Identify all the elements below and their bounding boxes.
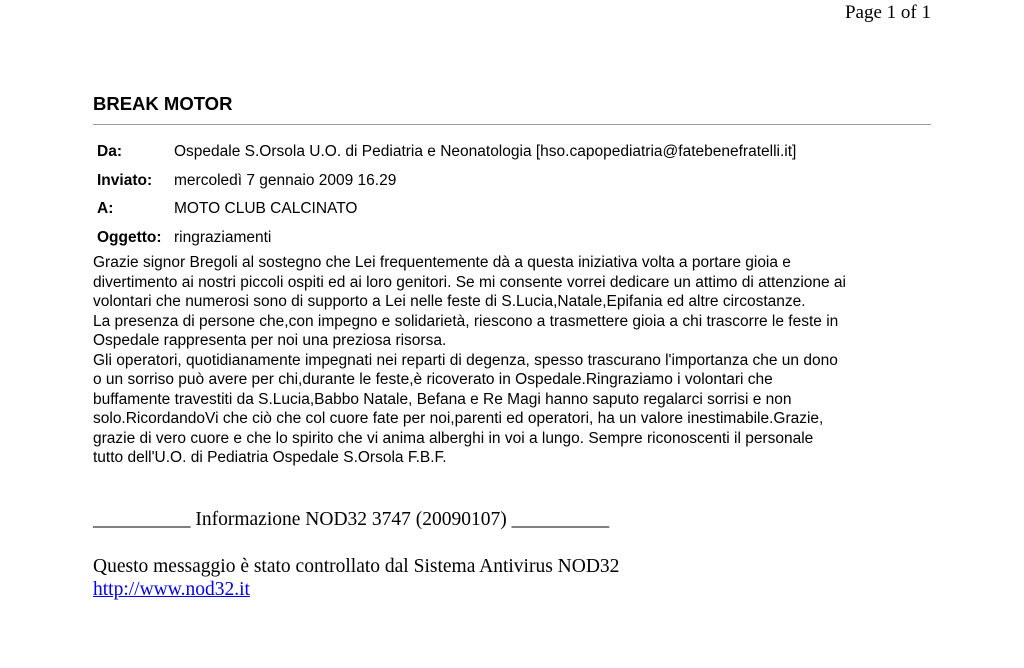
antivirus-message: Questo messaggio è stato controllato dal Sistema Antivirus NOD32: [93, 556, 620, 577]
header-label-subject: Oggetto:: [97, 228, 162, 246]
title-divider: [93, 124, 931, 125]
email-title: BREAK MOTOR: [93, 93, 233, 114]
antivirus-banner: __________ Informazione NOD32 3747 (20090107) __________: [93, 509, 610, 530]
header-value-sent: mercoledì 7 gennaio 2009 16.29: [174, 171, 397, 189]
page-number-label: Page 1 of 1: [844, 2, 931, 23]
header-row-subject: [97, 224, 796, 253]
email-body: [93, 253, 943, 468]
body-line: Grazie signor Bregoli al sostegno che Lei frequentemente dà a questa iniziativa volta a portare gioia e: [93, 254, 791, 271]
body-line: buffamente travestiti da S.Lucia,Babbo Natale, Befana e Re Magi hanno saputo regalarci sorrisi e non: [93, 390, 792, 408]
body-line: tutto dell'U.O. di Pediatria Ospedale S.Orsola F.B.F.: [93, 449, 447, 466]
email-header-fields: [97, 138, 796, 252]
header-row-sent: [97, 167, 796, 196]
header-label-to: A:: [97, 200, 114, 218]
header-row-to: [97, 195, 796, 224]
body-line: Gli operatori, quotidianamente impegnati nei reparti di degenza, spesso trascurano l'importanza che un dono: [93, 351, 838, 369]
antivirus-link[interactable]: http://www.nod32.it: [93, 579, 250, 600]
header-row-from: [97, 138, 796, 167]
header-label-from: Da:: [97, 143, 122, 161]
body-line: La presenza di persone che,con impegno e solidarietà, riescono a trasmettere gioia a chi trascorre le feste in: [93, 312, 839, 330]
body-line: o un sorriso può avere per chi,durante le feste,è ricoverato in Ospedale.Ringraziamo i volontari che: [93, 371, 773, 388]
header-label-sent: Inviato:: [97, 171, 153, 189]
body-line: grazie di vero cuore e che lo spirito che vi anima alberghi in voi a lungo. Sempre riconoscenti il personale: [93, 429, 814, 447]
header-value-subject: ringraziamenti: [174, 228, 272, 246]
body-line: volontari che numerosi sono di supporto a Lei nelle feste di S.Lucia,Natale,Epifania ed altre circostanze.: [93, 293, 806, 310]
header-value-to: MOTO CLUB CALCINATO: [174, 200, 358, 218]
body-line: Ospedale rappresenta per noi una preziosa risorsa.: [93, 332, 447, 349]
body-line: divertimento ai nostri piccoli ospiti ed ai loro genitori. Se mi consente vorrei dedicare un attimo di attenzione ai: [93, 273, 846, 291]
body-line: solo.RicordandoVi che ciò che col cuore fate per noi,parenti ed operatori, ha un valore inestimabile.Grazie,: [93, 410, 824, 427]
header-value-from: Ospedale S.Orsola U.O. di Pediatria e Neonatologia [hso.capopediatria@fatebenefratelli.it]: [174, 143, 797, 161]
